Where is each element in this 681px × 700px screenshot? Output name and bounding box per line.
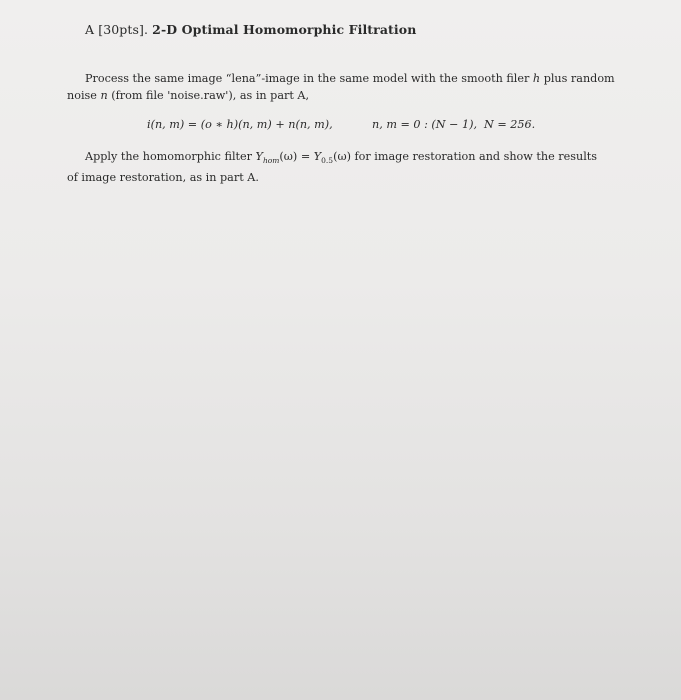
problem-points: [30pts]. — [98, 22, 149, 37]
filter-argument: (ω) = — [279, 150, 311, 163]
equation-text: i(n, m) = (o ∗ h)(n, m) + n(n, m), — [147, 118, 333, 131]
instruction-line-1 — [67, 148, 627, 169]
problem-heading — [85, 22, 416, 37]
range-text: n, m = 0 : (N − 1), — [372, 118, 478, 131]
noise-variable: n — [100, 89, 108, 102]
image-size — [484, 118, 535, 131]
problem-description — [67, 70, 627, 104]
target-subscript: 0.5 — [321, 156, 334, 166]
instruction-line-2: of image restoration, as in part A. — [67, 171, 259, 185]
description-text: Process the same image “lena”-image in the same model with the smooth filer — [85, 72, 530, 85]
instruction-text: for image restoration and show the results — [354, 150, 598, 163]
description-line-1 — [67, 70, 627, 87]
filter-subscript: hom — [262, 156, 280, 166]
instruction-text: Apply the homomorphic filter — [85, 150, 252, 163]
description-line-2 — [67, 87, 627, 104]
filter-variable: h — [532, 72, 541, 85]
target-symbol: Y — [313, 150, 322, 163]
description-text: noise — [67, 89, 97, 102]
target-argument: (ω) — [333, 150, 351, 163]
description-text: plus random — [543, 72, 615, 85]
problem-label: A — [85, 22, 95, 37]
task-instruction — [67, 148, 627, 186]
problem-title: 2-D Optimal Homomorphic Filtration — [152, 22, 417, 37]
size-text: N = 256. — [484, 118, 536, 131]
filter-symbol: Y — [255, 150, 263, 163]
description-text: (from file 'noise.raw'), as in part A, — [111, 89, 310, 102]
index-range — [372, 118, 477, 131]
model-equation — [147, 118, 333, 131]
